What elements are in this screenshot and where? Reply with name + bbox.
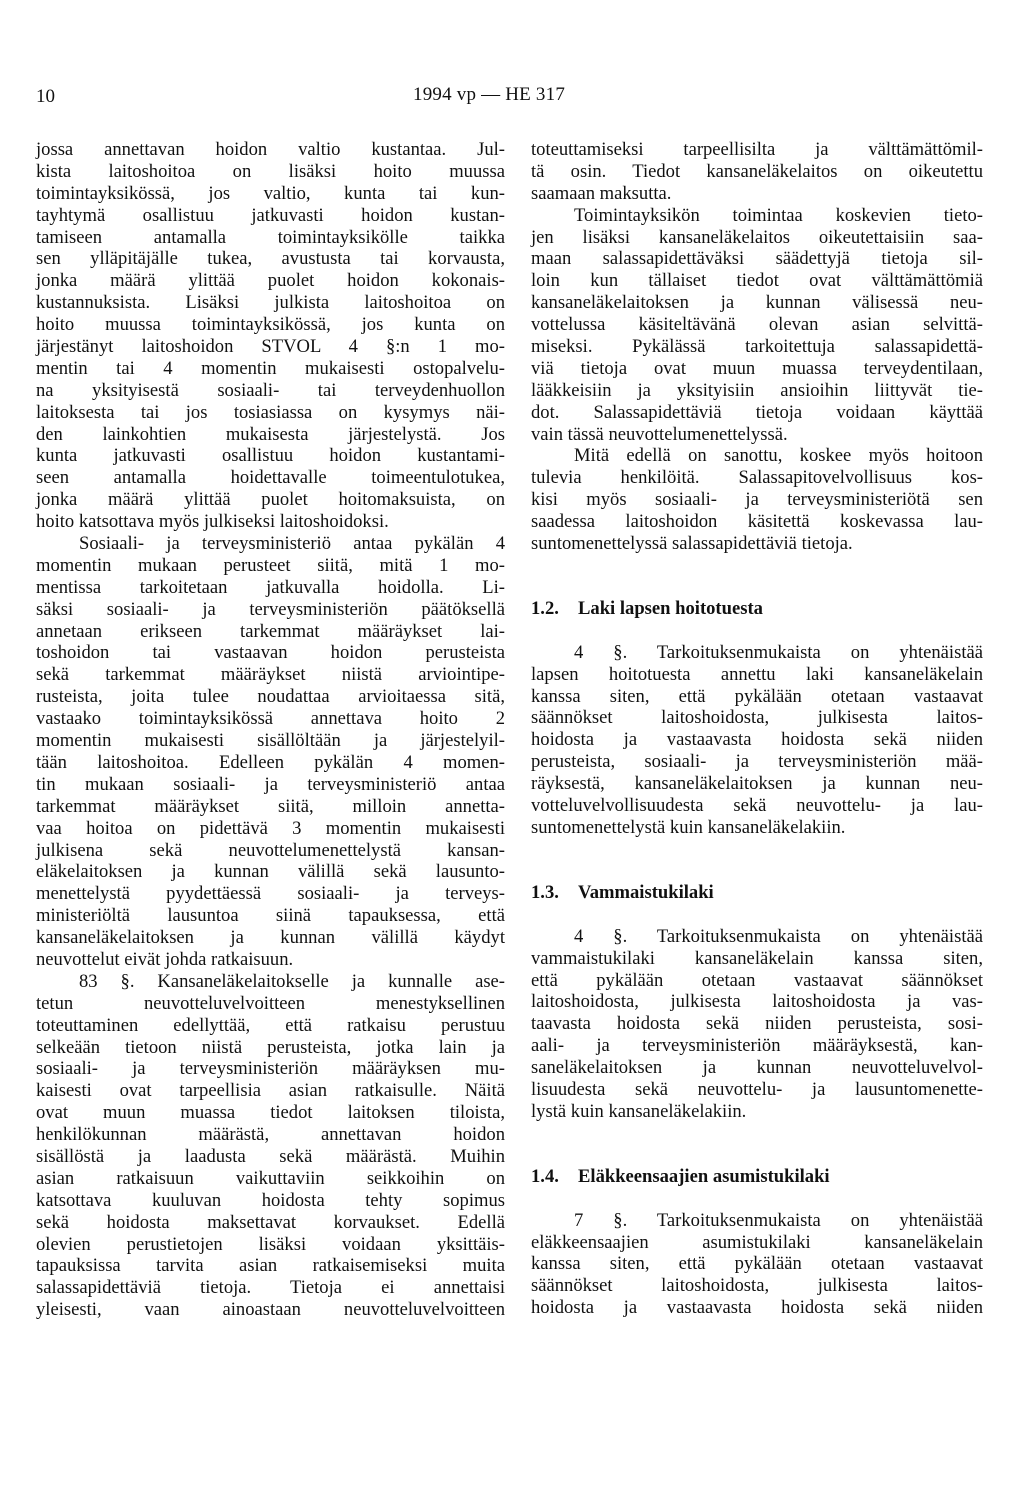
section-spacer	[531, 1188, 983, 1210]
section-spacer	[531, 1123, 983, 1166]
text-line: tarkemmat määräykset siitä, milloin annetta-	[36, 795, 505, 817]
text-line: eläkkeensaajien asumistukilaki kansaneläkelain	[531, 1231, 983, 1253]
text-line: vaa hoitoa on pidettävä 3 momentin mukaisesti	[36, 817, 505, 839]
text-line: lystä kuin kansaneläkelakiin.	[531, 1100, 747, 1122]
text-line: Toimintayksikön toimintaa koskevien tieto-	[574, 204, 983, 226]
text-line: viä tietoja ovat muun muassa terveydentilaan,	[531, 357, 983, 379]
text-line: sosiaali- ja terveysministeriön määräyksen mu-	[36, 1058, 505, 1080]
text-line: lapsen hoitotuesta annettu laki kansaneläkelain	[531, 663, 983, 685]
text-line: saamaan maksutta.	[531, 182, 672, 204]
text-line: yleisesti, vaan ainoastaan neuvotteluvelvoitteen	[36, 1299, 505, 1321]
text-line: perusteista, sosiaali- ja terveysministeriön mää-	[531, 751, 983, 773]
text-line: den lainkohtien mukaisesta järjestelystä. Jos	[36, 423, 505, 445]
text-line: kansaneläkelaitoksen ja kunnan välisessä neu-	[531, 292, 983, 314]
text-line: kansaneläkelaitoksen ja kunnan välillä käydyt	[36, 927, 505, 949]
section-title: Vammaistukilaki	[578, 881, 714, 903]
section-title: Laki lapsen hoitotuesta	[578, 597, 763, 619]
text-line: dot. Salassapidettäviä tietoja voidaan käyttää	[531, 401, 983, 423]
text-line: momentin mukaisesti sisällöltään ja järjestelyil-	[36, 730, 505, 752]
text-line: laitoshoidosta, julkisesta laitoshoidosta ja vas-	[531, 991, 983, 1013]
text-line: maan salassapidettäväksi säädettyjä tietoja sil-	[531, 248, 983, 270]
text-line: 4 §. Tarkoituksenmukaista on yhtenäistää	[574, 925, 983, 947]
text-line: kustannuksista. Lisäksi julkista laitoshoitoa on	[36, 292, 505, 314]
text-line: taavasta hoidosta sekä niiden perusteista, sosi-	[531, 1013, 983, 1035]
text-line: sisällöstä ja laadusta sekä määrästä. Muihin	[36, 1145, 505, 1167]
running-head: 1994 vp — HE 317	[413, 84, 566, 105]
text-line: momentin mukaan perusteet siitä, mitä 1 mo-	[36, 554, 505, 576]
text-line: tapauksissa tarvita asian ratkaisemiseksi muita	[36, 1255, 505, 1277]
text-line: vammaistukilaki kansaneläkelain kanssa siten,	[531, 947, 983, 969]
section-heading	[531, 882, 983, 904]
text-line: saadessa laitoshoidon käsitettä koskevassa lau-	[531, 511, 983, 533]
text-line: tään laitoshoitoa. Edelleen pykälän 4 momen-	[36, 751, 505, 773]
text-line: saneläkelaitoksen ja kunnan neuvotteluvelvol-	[531, 1057, 983, 1079]
text-line: kanssa siten, että pykälään otetaan vastaavat	[531, 1253, 983, 1275]
text-line: annetaan erikseen tarkemmat määräykset lai-	[36, 620, 505, 642]
text-line: ministeriöltä lausuntoa siinä tapauksessa, että	[36, 905, 505, 927]
text-line: Mitä edellä on sanottu, koskee myös hoitoon	[574, 445, 983, 467]
text-line: suntomenettelyssä salassapidettäviä tietoja.	[531, 533, 853, 555]
right-column	[531, 139, 983, 1319]
text-line: toteuttaminen edellyttää, että ratkaisu perustuu	[36, 1014, 505, 1036]
text-line: jen lisäksi kansaneläkelaitos oikeutettaisiin saa-	[531, 226, 983, 248]
text-line: suntomenettelystä kuin kansaneläkelakiin.	[531, 816, 846, 838]
section-heading	[531, 598, 983, 620]
text-line: hoidosta ja vastaavasta hoidosta sekä niiden	[531, 1297, 983, 1319]
text-line: tin mukaan sosiaali- ja terveysministeriö antaa	[36, 773, 505, 795]
text-line: säännökset laitoshoidosta, julkisesta laitos-	[531, 707, 983, 729]
text-line: että pykälään otetaan vastaavat säännökset	[531, 969, 983, 991]
text-line: vain tässä neuvottelumenettelyssä.	[531, 423, 788, 445]
text-line: loin kun tällaiset tiedot ovat välttämättömiä	[531, 270, 983, 292]
section-number: 1.3.	[531, 881, 559, 903]
text-line: toteuttamiseksi tarpeellisilta ja välttämättömil-	[531, 139, 983, 160]
text-line: na yksityisestä sosiaali- tai terveydenhuollon	[36, 379, 505, 401]
left-column	[36, 139, 505, 1321]
text-line: aali- ja terveysministeriön määräyksestä, kan-	[531, 1035, 983, 1057]
section-spacer	[531, 904, 983, 926]
text-line: kunta jatkuvasti osallistuu hoidon kustantami-	[36, 445, 505, 467]
text-line: sekä hoidosta maksettavat korvaukset. Edellä	[36, 1211, 505, 1233]
text-line: sen ylläpitäjälle tukea, avustusta tai korvausta,	[36, 248, 505, 270]
text-line: vastaako toimintayksikössä annettava hoito 2	[36, 708, 505, 730]
text-line: asian ratkaisuun vaikuttaviin seikkoihin on	[36, 1167, 505, 1189]
text-line: säksi sosiaali- ja terveysministeriön päätöksellä	[36, 598, 505, 620]
text-line: kanssa siten, että pykälään otetaan vastaavat	[531, 685, 983, 707]
text-line: jonka määrä ylittää puolet hoidon kokonais-	[36, 270, 505, 292]
text-line: lääkkeisiin ja yksityisiin ansioihin liittyvät tie-	[531, 379, 983, 401]
text-line: kisi myös sosiaali- ja terveysministeriötä sen	[531, 489, 983, 511]
section-number: 1.2.	[531, 597, 559, 619]
section-heading	[531, 1166, 983, 1188]
text-line: tä osin. Tiedot kansaneläkelaitos on oikeutettu	[531, 160, 983, 182]
section-number: 1.4.	[531, 1165, 559, 1187]
text-line: selkeään tietoon niistä perusteista, jotka lain ja	[36, 1036, 505, 1058]
text-line: lisuudesta sekä neuvottelu- ja lausuntomenette-	[531, 1078, 983, 1100]
text-line: miseksi. Pykälässä tarkoitettuja salassapidettä-	[531, 336, 983, 358]
text-line: sekä tarkemmat määräykset niistä arviointipe-	[36, 664, 505, 686]
text-line: säännökset laitoshoidosta, julkisesta laitos-	[531, 1275, 983, 1297]
text-line: toshoidon tai vastaavan hoidon perusteista	[36, 642, 505, 664]
text-line: katsottava kuuluvan hoidosta tehty sopimus	[36, 1189, 505, 1211]
text-line: tayhtymä osallistuu jatkuvasti hoidon kustan-	[36, 204, 505, 226]
text-line: tamiseen antamalla toimintayksikölle taikka	[36, 226, 505, 248]
text-line: neuvottelut eivät johda ratkaisuun.	[36, 948, 294, 970]
text-line: 4 §. Tarkoituksenmukaista on yhtenäistää	[574, 641, 983, 663]
text-line: olevien perustietojen lisäksi voidaan yksittäis-	[36, 1233, 505, 1255]
text-line: vottelussa käsiteltävänä olevan asian selvittä-	[531, 314, 983, 336]
text-line: julkisena sekä neuvottelumenettelystä kansan-	[36, 839, 505, 861]
text-line: hoito muussa toimintayksikössä, jos kunta on	[36, 314, 505, 336]
text-line: toimintayksikössä, jos valtio, kunta tai kun-	[36, 182, 505, 204]
text-line: ovat muun muassa tiedot laitoksen tiloista,	[36, 1102, 505, 1124]
text-line: järjestänyt laitoshoidon STVOL 4 §:n 1 mo-	[36, 336, 505, 358]
text-line: eläkelaitoksen ja kunnan välillä sekä lausunto-	[36, 861, 505, 883]
text-line: laitoksesta tai jos tosiasiassa on kysymys näi-	[36, 401, 505, 423]
text-line: seen antamalla hoidettavalle toimeentulotukea,	[36, 467, 505, 489]
section-spacer	[531, 555, 983, 598]
section-title: Eläkkeensaajien asumistukilaki	[578, 1165, 830, 1187]
text-line: mentissa tarkoitetaan jatkuvalla hoidolla. Li-	[36, 576, 505, 598]
text-line: mentin tai 4 momentin mukaisesti ostopalvelu-	[36, 357, 505, 379]
text-line: hoito katsottava myös julkiseksi laitoshoidoksi.	[36, 511, 389, 533]
text-line: henkilökunnan määrästä, annettavan hoidon	[36, 1124, 505, 1146]
text-line: tetun neuvotteluvelvoitteen menestyksellinen	[36, 992, 505, 1014]
text-line: menettelystä pyydettäessä sosiaali- ja terveys-	[36, 883, 505, 905]
text-line: jossa annettavan hoidon valtio kustantaa. Jul-	[36, 139, 505, 160]
text-line: salassapidettäviä tietoja. Tietoja ei annettaisi	[36, 1277, 505, 1299]
section-spacer	[531, 839, 983, 882]
page-number: 10	[36, 86, 55, 107]
text-line: kista laitoshoitoa on lisäksi hoito muussa	[36, 160, 505, 182]
text-line: votteluvelvollisuudesta sekä neuvottelu- ja lau-	[531, 795, 983, 817]
section-spacer	[531, 620, 983, 642]
text-line: rusteista, joita tulee noudattaa arvioitaessa sitä,	[36, 686, 505, 708]
text-line: 83 §. Kansaneläkelaitokselle ja kunnalle ase-	[79, 970, 505, 992]
text-line: räyksestä, kansaneläkelaitoksen ja kunnan neu-	[531, 773, 983, 795]
text-line: tulevia henkilöitä. Salassapitovelvollisuus kos-	[531, 467, 983, 489]
text-line: hoidosta ja vastaavasta hoidosta sekä niiden	[531, 729, 983, 751]
text-line: kaisesti ovat tarpeellisia asian ratkaisulle. Näitä	[36, 1080, 505, 1102]
text-line: 7 §. Tarkoituksenmukaista on yhtenäistää	[574, 1209, 983, 1231]
text-line: jonka määrä ylittää puolet hoitomaksuista, on	[36, 489, 505, 511]
text-line: Sosiaali- ja terveysministeriö antaa pykälän 4	[79, 533, 505, 555]
